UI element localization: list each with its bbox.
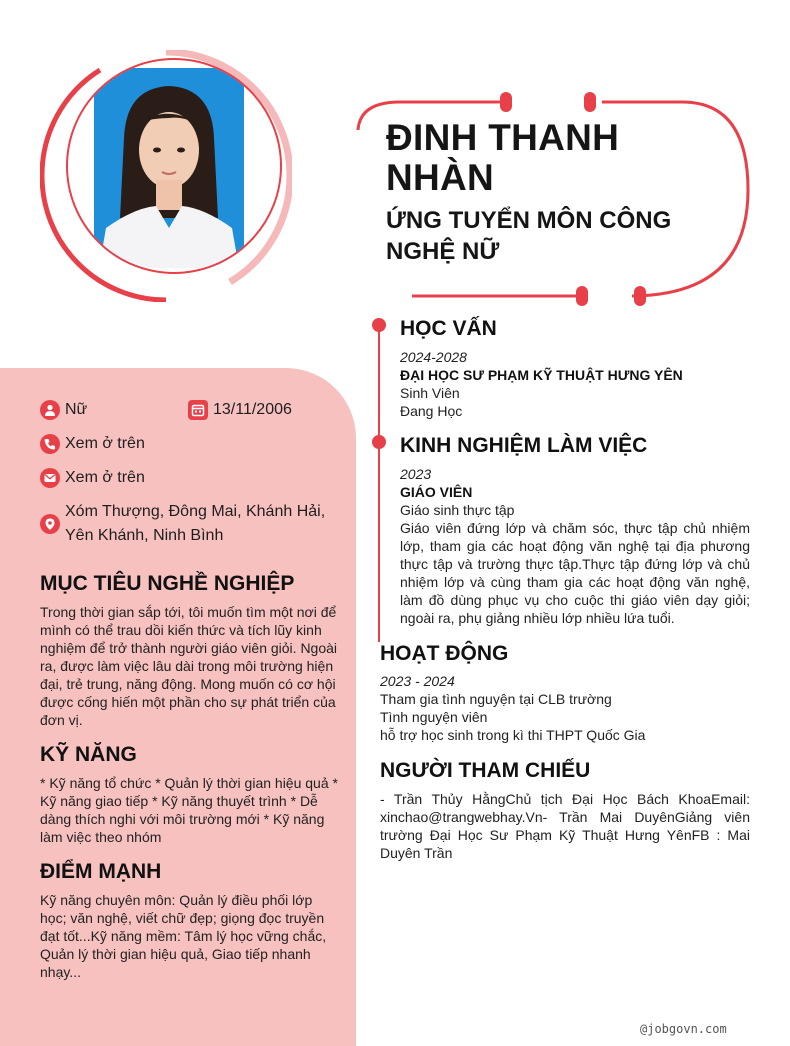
experience-role: GIÁO VIÊN — [400, 484, 473, 500]
timeline-dot-experience — [372, 435, 386, 449]
calendar-icon — [188, 400, 208, 420]
email-icon — [40, 468, 60, 488]
experience-description: Giáo viên đứng lớp và chăm sóc, thực tập chủ nhiệm lớp, tham gia các hoạt động văn nghệ tại địa phương thực tập và trường thực tập.Thực tập đứng lớp và chủ nhiệm lớp và cùng tham gia các hoạt động văn nghệ, làm đồ dùng phục vụ cho cuộc thi giáo viên dạy giỏi; ngoài ra, phụ giảng nhiều lớp nhiều lứa tuổi. — [400, 520, 750, 626]
activities-line-1: Tham gia tình nguyện tại CLB trường — [380, 691, 612, 707]
gender-value: Nữ — [65, 401, 88, 418]
activities-line-2: Tình nguyện viên — [380, 709, 488, 725]
phone-icon — [40, 434, 60, 454]
profile-photo-circle — [66, 58, 282, 274]
location-icon — [40, 514, 60, 534]
education-title: HỌC VẤN — [400, 317, 497, 340]
person-silhouette-icon — [94, 68, 244, 268]
profile-photo — [94, 68, 244, 268]
activities-period: 2023 - 2024 — [380, 673, 455, 689]
watermark: @jobgovn.com — [640, 1022, 727, 1036]
education-period: 2024-2028 — [400, 349, 467, 365]
strengths-text: Kỹ năng chuyên môn: Quản lý điều phối lớp học; văn nghệ, viết chữ đẹp; giọng đọc truyền đạt tốt...Kỹ năng mềm: Tâm lý học vững chắc, Quản lý thời gian hiệu quả, Giao tiếp nhanh nhạy... — [40, 892, 327, 980]
timeline-line — [378, 326, 380, 642]
skills-text: * Kỹ năng tổ chức * Quản lý thời gian hiệu quả * Kỹ năng giao tiếp * Kỹ năng thuyết trình * Dễ dàng thích nghi với môi trường mới * Kỹ năng làm việc theo nhóm — [40, 775, 338, 845]
objective-text: Trong thời gian sắp tới, tôi muốn tìm một nơi để mình có thể trau dồi kiến thức và tích lũy kinh nghiệm để trở thành người giáo viên giỏi. Ngoài ra, được làm việc lâu dài trong môi trường hiện đại, trẻ trung, năng động. Mong muốn có cơ hội được cống hiến một phần cho sự phát triển của đơn vị. — [40, 604, 338, 728]
applied-position: ỨNG TUYỂN MÔN CÔNG NGHỆ NỮ — [386, 207, 672, 265]
address-value: Xóm Thượng, Đông Mai, Khánh Hải, Yên Khánh, Ninh Bình — [65, 503, 326, 544]
skills-title: KỸ NĂNG — [40, 743, 137, 766]
education-major: Sinh Viên — [400, 385, 460, 401]
strengths-title: ĐIỂM MẠNH — [40, 860, 162, 883]
email-value: Xem ở trên — [65, 469, 145, 486]
experience-period: 2023 — [400, 466, 432, 482]
references-text: - Trần Thủy HằngChủ tịch Đại Học Bách KhoaEmail: xinchao@trangwebhay.Vn- Trần Mai DuyênGiảng viên trường Đại Học Sư Phạm Kỹ Thuật Hưng YênFB : Mai Duyên Trần — [380, 791, 750, 861]
experience-title: KINH NGHIỆM LÀM VIỆC — [400, 434, 648, 457]
gender-icon — [40, 400, 60, 420]
references-title: NGƯỜI THAM CHIẾU — [380, 759, 591, 782]
candidate-name: ĐINH THANH NHÀN — [386, 117, 620, 198]
activities-title: HOẠT ĐỘNG — [380, 642, 509, 665]
phone-value: Xem ở trên — [65, 435, 145, 452]
experience-subtitle: Giáo sinh thực tập — [400, 502, 515, 518]
birthday-value: 13/11/2006 — [213, 401, 292, 418]
timeline-dot-education — [372, 318, 386, 332]
objective-title: MỤC TIÊU NGHỀ NGHIỆP — [40, 572, 295, 595]
activities-line-3: hỗ trợ học sinh trong kì thi THPT Quốc Gia — [380, 727, 646, 743]
education-school: ĐẠI HỌC SƯ PHẠM KỸ THUẬT HƯNG YÊN — [400, 367, 683, 383]
education-status: Đang Học — [400, 403, 463, 419]
